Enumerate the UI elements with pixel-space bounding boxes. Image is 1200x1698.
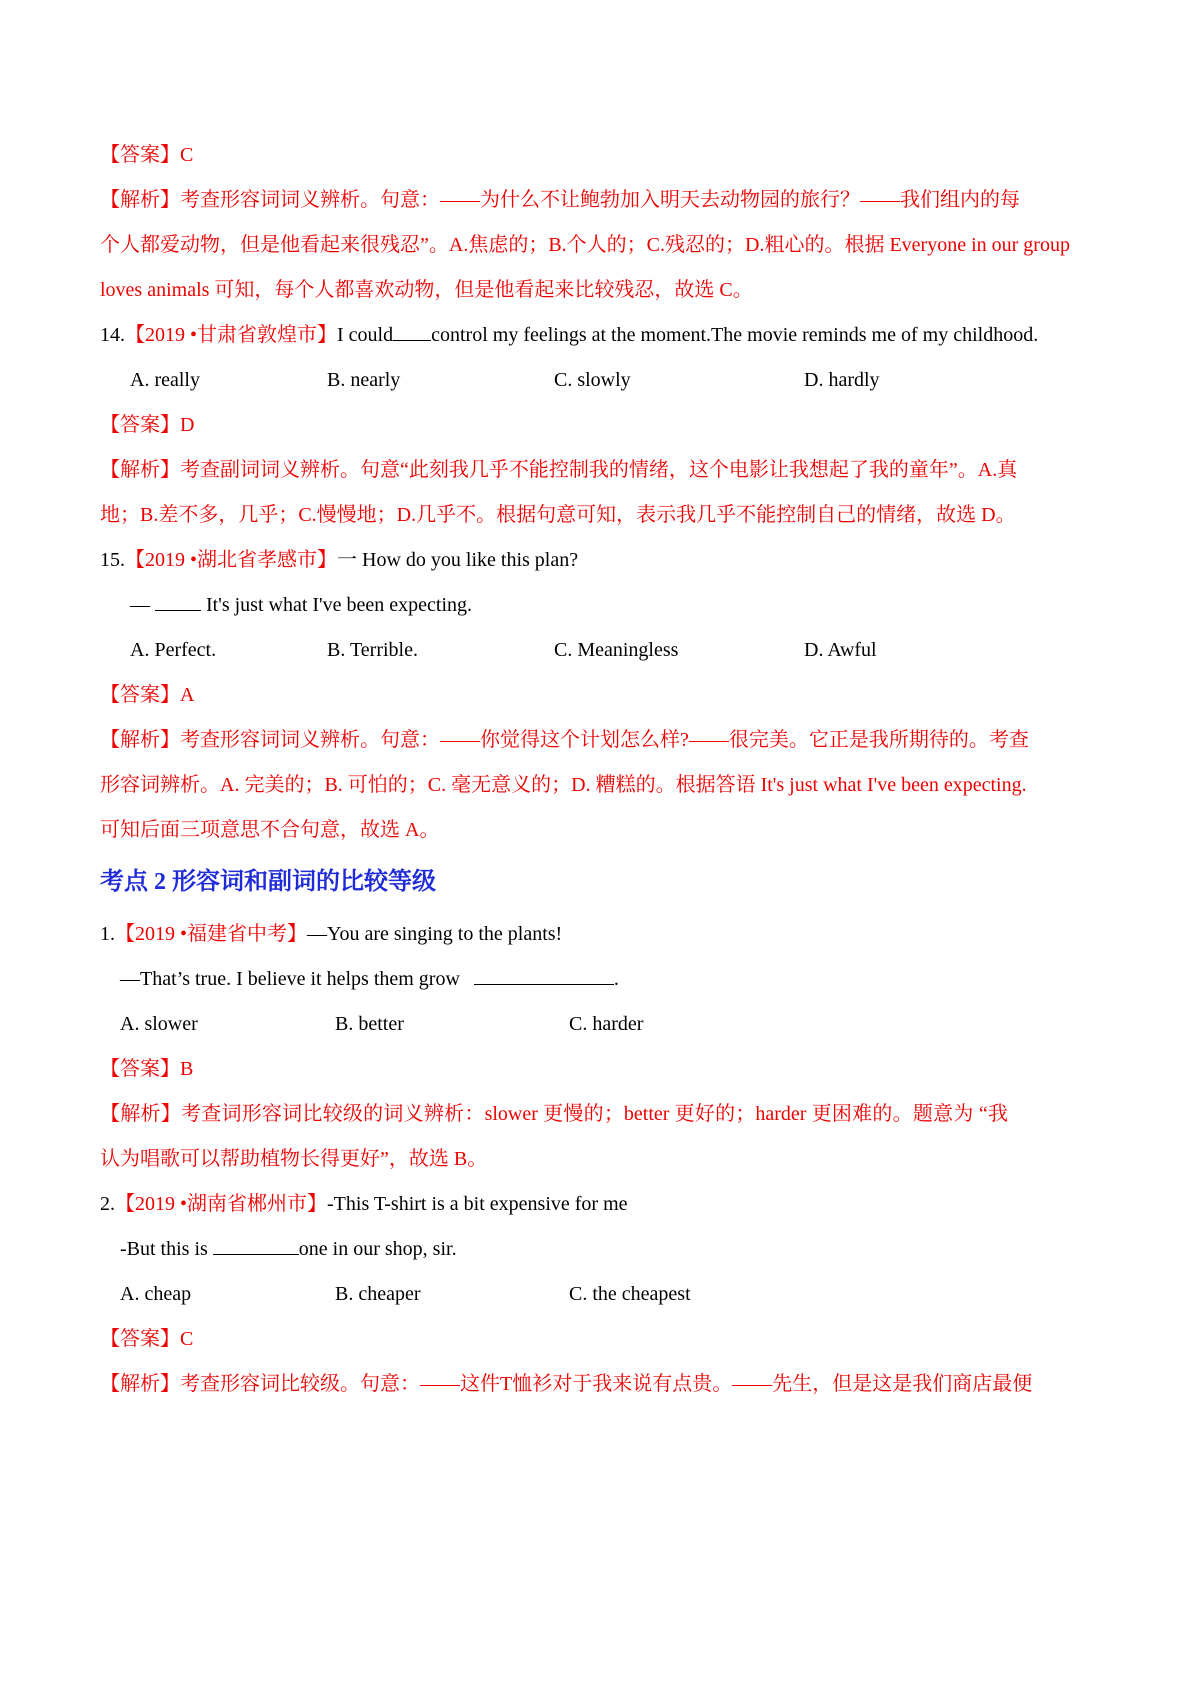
s2q2-analysis-line-1: 【解析】考查形容词比较级。句意：——这件T恤衫对于我来说有点贵。——先生，但是这是我们商店最便 <box>100 1373 1033 1395</box>
s2q1-option-b: B. better <box>335 1013 404 1035</box>
q13-analysis-line-3: loves animals 可知，每个人都喜欢动物，但是他看起来比较残忍，故选 C。 <box>100 279 753 301</box>
s2q1-option-c: C. harder <box>569 1013 644 1035</box>
s2q1-option-a: A. slower <box>120 1013 198 1035</box>
q14-blank <box>393 322 431 341</box>
s2q1-stem-2: —That’s true. I believe it helps them grow <box>120 968 460 990</box>
s2q1-stem-2-end: . <box>613 968 619 990</box>
s2q2-number: 2. <box>100 1193 115 1215</box>
s2q1-stem-1: —You are singing to the plants! <box>307 923 563 945</box>
q14-stem-start: I could <box>337 324 394 346</box>
s2q1-analysis-line-1: 【解析】考查词形容词比较级的词义辨析：slower 更慢的；better 更好的；harder 更困难的。题意为 “我 <box>100 1103 1008 1125</box>
q15-stem-1: 一 How do you like this plan? <box>337 549 579 571</box>
q15-option-a: A. Perfect. <box>130 639 217 661</box>
q15-stem-line-2 <box>130 591 472 619</box>
q15-answer: 【答案】A <box>100 684 195 706</box>
s2q1-blank <box>474 966 614 985</box>
q15-dash: — <box>130 594 155 616</box>
q15-option-d: D. Awful <box>804 639 877 661</box>
s2q2-option-a: A. cheap <box>120 1283 192 1305</box>
s2q2-blank <box>213 1236 299 1255</box>
q15-blank <box>155 592 201 611</box>
q14-option-b: B. nearly <box>327 369 401 391</box>
q15-analysis-line-3: 可知后面三项意思不合句意，故选 A。 <box>100 819 440 841</box>
q15-option-c: C. Meaningless <box>554 639 679 661</box>
s2q1-number: 1. <box>100 923 115 945</box>
s2q2-answer: 【答案】C <box>100 1328 194 1350</box>
s2q2-stem-1: -This T-shirt is a bit expensive for me <box>327 1193 628 1215</box>
s2q2-stem-2-end: one in our shop, sir. <box>298 1238 457 1260</box>
q14-number: 14. <box>100 324 125 346</box>
q14-answer: 【答案】D <box>100 414 195 436</box>
q15-analysis-line-1: 【解析】考查形容词词义辨析。句意：——你觉得这个计划怎么样?——很完美。它正是我所期待的。考查 <box>100 729 1029 751</box>
q15-stem-2: It's just what I've been expecting. <box>201 594 473 616</box>
q14-stem-end: control my feelings at the moment.The movie reminds me of my childhood. <box>431 324 1039 346</box>
s2q2-stem-line-2 <box>120 1235 457 1263</box>
q13-analysis-line-1: 【解析】考查形容词词义辨析。句意：——为什么不让鲍勃加入明天去动物园的旅行？——我们组内的每 <box>100 189 1020 211</box>
s2q1-answer: 【答案】B <box>100 1058 194 1080</box>
q14-analysis-line-1: 【解析】考查副词词义辨析。句意“此刻我几乎不能控制我的情绪，这个电影让我想起了我的童年”。A.真 <box>100 459 1018 481</box>
q15-source: 【2019 •湖北省孝感市】 <box>125 549 338 571</box>
s2q2-option-b: B. cheaper <box>335 1283 421 1305</box>
q14-analysis-line-2: 地；B.差不多，几乎；C.慢慢地；D.几乎不。根据句意可知，表示我几乎不能控制自己的情绪，故选 D。 <box>100 504 1016 526</box>
q14-stem <box>100 321 1038 349</box>
q14-source: 【2019 •甘肃省敦煌市】 <box>125 324 338 346</box>
q14-option-a: A. really <box>130 369 200 391</box>
q15-number: 15. <box>100 549 125 571</box>
q14-option-d: D. hardly <box>804 369 880 391</box>
s2q1-stem-line-1 <box>100 920 562 948</box>
s2q2-source: 【2019 •湖南省郴州市】 <box>115 1193 328 1215</box>
q15-option-b: B. Terrible. <box>327 639 418 661</box>
s2q2-stem-2-start: -But this is <box>120 1238 213 1260</box>
section-heading: 考点 2 形容词和副词的比较等级 <box>100 869 436 895</box>
s2q1-source: 【2019 •福建省中考】 <box>115 923 308 945</box>
q13-analysis-line-2: 个人都爱动物，但是他看起来很残忍”。A.焦虑的；B.个人的；C.残忍的；D.粗心的。根据 Everyone in our group <box>100 234 1070 256</box>
q14-option-c: C. slowly <box>554 369 631 391</box>
s2q1-stem-line-2 <box>120 965 619 993</box>
s2q2-stem-line-1 <box>100 1190 628 1218</box>
s2q2-option-c: C. the cheapest <box>569 1283 691 1305</box>
s2q1-analysis-line-2: 认为唱歌可以帮助植物长得更好”，故选 B。 <box>100 1148 488 1170</box>
q15-stem-line-1 <box>100 546 578 574</box>
q13-answer: 【答案】C <box>100 144 194 166</box>
q15-analysis-line-2: 形容词辨析。A. 完美的；B. 可怕的；C. 毫无意义的；D. 糟糕的。根据答语 It's just what I've been expecting. <box>100 774 1027 796</box>
